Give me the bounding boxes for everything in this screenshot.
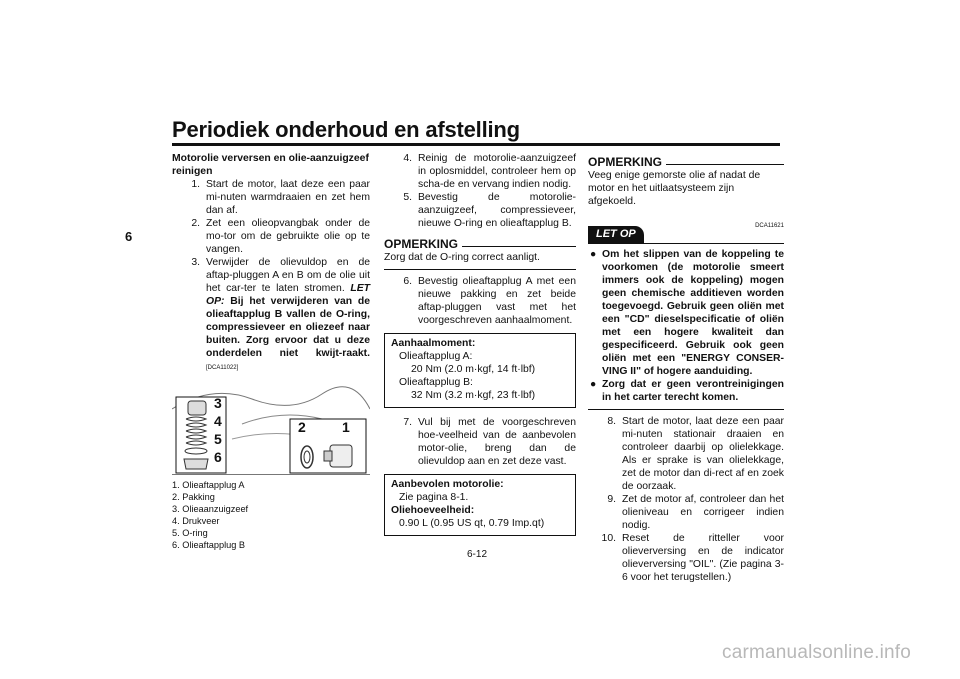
- oil-drain-diagram: [172, 379, 370, 475]
- letop-heading: [588, 220, 784, 243]
- list-item: 3. Verwijder de olievuldop en de aftap-pluggen A en B om de olie uit het car-ter te laten stromen. LET OP: Bij het verwijderen van de olieaftapplug B vallen de O-ring, compressieveer en oliezeef naar buiten. Zorg ervoor dat u deze onderdelen niet kwijt-raakt. [DCA11022]: [191, 257, 370, 371]
- watermark: carmanualsonline.info: [722, 642, 912, 663]
- caution-code: [DCA11022]: [206, 365, 239, 371]
- caution-end-rule: [588, 409, 784, 410]
- torque-spec-box: Aanhaalmoment: Olieaftapplug A: 20 Nm (2.0 m·kgf, 14 ft·lbf) Olieaftapplug B: 32 Nm (3.2 m·kgf, 23 ft·lbf): [384, 333, 576, 408]
- header-rule: [172, 143, 780, 146]
- legend-item: 6. Olieaftapplug B: [172, 540, 246, 550]
- list-item: 5. Bevestig de motorolie-aanzuigzeef, compressieveer, nieuwe O-ring en olieaftapplug B.: [403, 192, 576, 229]
- list-item: 8. Start de motor, laat deze een paar mi-nuten stationair draaien en controleer daarbij op olielekkage. Als er sprake is van olielekkage, zet de motor dan di-rect af en zoek de oorzaak.: [607, 416, 784, 492]
- note-heading: OPMERKING: [384, 238, 576, 251]
- legend-item: 4. Drukveer: [172, 516, 220, 526]
- letop-inline-text: Bij het verwijderen van de olieaftapplug B vallen de O-ring, compressieveer en oliezeef naar buiten. Zorg ervoor dat u deze onderdelen niet kwijt-raakt.: [206, 296, 370, 359]
- letop-inline-label: LET OP:: [206, 283, 370, 307]
- list-item: 4. Reinig de motorolie-aanzuigzeef in oplosmiddel, controleer hem op scha-de en vervang indien nodig.: [403, 153, 576, 190]
- legend-item: 2. Pakking: [172, 492, 215, 502]
- list-item: 10. Reset de ritteller voor olieverversing en de indicator olieverversing "OIL". (Zie pagina 3-6 voor het terugstellen.): [601, 533, 784, 583]
- letop-rule: [588, 243, 784, 244]
- note-text: Veeg enige gemorste olie af nadat de motor en het uitlaatsysteem zijn afgekoeld.: [588, 170, 761, 207]
- chapter-number: 6: [125, 229, 133, 244]
- page-header-title: Periodiek onderhoud en afstelling: [172, 117, 520, 142]
- legend-item: 5. O-ring: [172, 528, 208, 538]
- callout-1: 1: [342, 419, 350, 435]
- callout-4: 4: [214, 413, 222, 429]
- callout-5: 5: [214, 431, 222, 447]
- chapter-tab: [122, 193, 162, 533]
- steps-list-5: [588, 415, 784, 584]
- steps-list-2: [384, 152, 576, 230]
- steps-list-1: [172, 178, 370, 375]
- page-number: 6-12: [467, 549, 488, 560]
- column-1: [172, 152, 370, 551]
- callout-6: 6: [214, 449, 222, 465]
- section-title: Motorolie verversen en olie-aanzuigzeef reinigen: [172, 153, 369, 177]
- legend-item: 3. Olieaanzuigzeef: [172, 504, 249, 514]
- list-item: 6. Bevestig olieaftapplug A met een nieuwe pakking en zet beide aftap-pluggen vast met het voorgeschreven aanhaalmoment.: [403, 276, 576, 326]
- engine-illustration: [172, 379, 370, 474]
- bullet-icon: ●: [590, 379, 597, 390]
- list-item: ● Zorg dat er geen verontreinigingen in het carter terecht komen.: [590, 379, 784, 403]
- list-item: 9. Zet de motor af, controleer dan het olieniveau en corrigeer indien nodig.: [607, 494, 784, 531]
- note-heading: OPMERKING: [588, 156, 784, 169]
- list-item: 7. Vul bij met de voorgeschreven hoe-veelheid van de aanbevolen motor-olie, breng dan de olievuldop aan en zet deze vast.: [403, 417, 576, 467]
- note-text: Zorg dat de O-ring correct aanligt.: [384, 252, 540, 263]
- diagram-legend: [172, 479, 370, 551]
- column-2: [384, 152, 576, 544]
- steps-list-3: [384, 275, 576, 327]
- caution-bullets: [588, 248, 784, 404]
- callout-3: 3: [214, 395, 222, 411]
- letop-badge: LET OP: [588, 226, 644, 243]
- oil-spec-box: Aanbevolen motorolie: Zie pagina 8-1. Oliehoeveelheid: 0.90 L (0.95 US qt, 0.79 Imp.qt): [384, 474, 576, 536]
- bullet-icon: ●: [590, 249, 597, 260]
- note-end-rule: [384, 269, 576, 270]
- caution-code: DCA11621: [755, 223, 784, 229]
- list-item: ● Om het slippen van de koppeling te voorkomen (de motorolie smeert immers ook de koppeling) mogen geen chemische additieven worden toegevoegd. Gebruik geen oliën met een "CD" dieselspecificatie of oliën met een hogere kwaliteit dan gespecificeerd. Gebruik ook geen oliën met een "ENERGY CONSER-VING II" of hogere aanduiding.: [590, 249, 784, 377]
- steps-list-4: [384, 416, 576, 468]
- legend-item: 1. Olieaftapplug A: [172, 480, 245, 490]
- list-item: 1. Start de motor, laat deze een paar mi-nuten warmdraaien en zet hem dan af.: [191, 179, 370, 216]
- callout-2: 2: [298, 419, 306, 435]
- list-item: 2. Zet een olieopvangbak onder de mo-tor om de gebruikte olie op te vangen.: [191, 218, 370, 255]
- column-3: [588, 152, 784, 584]
